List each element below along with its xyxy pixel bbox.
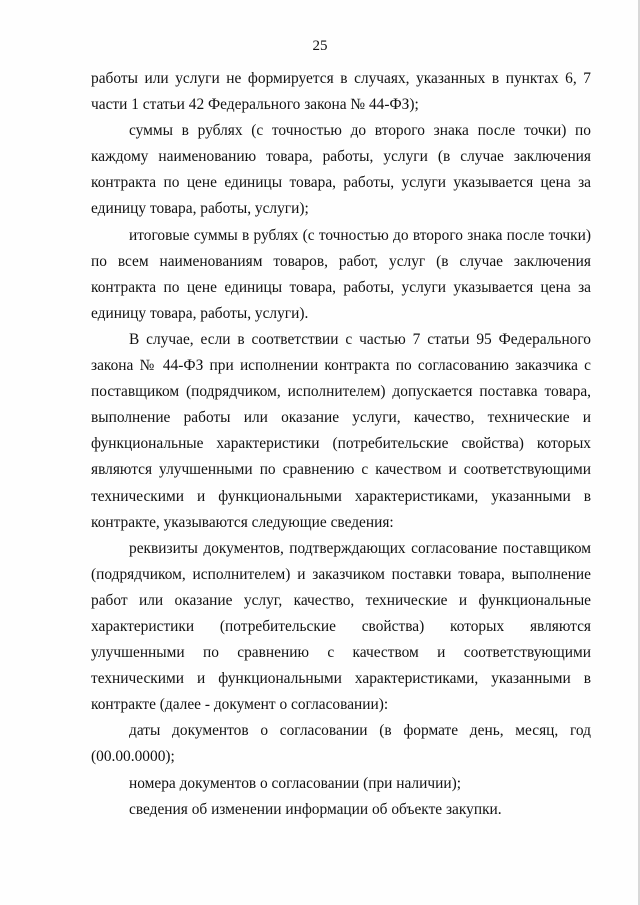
paragraph-3: итоговые суммы в рублях (с точностью до второго знака после точки) по всем наименованиям товаров, работ, услуг (в случае заключения контракта по цене единицы товара, работы, услуги указывается цена за единицу товара, работы, услуги). bbox=[91, 226, 591, 322]
paragraph-8: сведения об изменении информации об объекте закупки. bbox=[129, 800, 502, 818]
page-number: 25 bbox=[312, 38, 328, 54]
paragraph-2: суммы в рублях (с точностью до второго знака после точки) по каждому наименованию товара, работы, услуги (в случае заключения контракта по цене единицы товара, работы, услуги указывается цена за единицу товара, работы, услуги); bbox=[91, 122, 591, 218]
document-body bbox=[91, 66, 591, 823]
paragraph-1: работы или услуги не формируется в случаях, указанных в пунктах 6, 7 части 1 статьи 42 Федерального закона № 44-ФЗ); bbox=[91, 70, 591, 114]
paragraph-5: реквизиты документов, подтверждающих согласование поставщиком (подрядчиком, исполнителем) и заказчиком поставки товара, выполнение работ или оказание услуг, качество, технические и функциональные характеристики (потребительские свойства) которых являются улучшенными по сравнению с качеством и соответствующими техническими и функциональными характеристиками, указанными в контракте (далее - документ о согласовании): bbox=[91, 539, 591, 714]
paragraph-6: даты документов о согласовании (в формате день, месяц, год (00.00.0000); bbox=[91, 722, 591, 766]
paragraph-4: В случае, если в соответствии с частью 7 статьи 95 Федерального закона № 44-ФЗ при исполнении контракта по согласованию заказчика с поставщиком (подрядчиком, исполнителем) допускается поставка товара, выполнение работы или оказание услуги, качество, технические и функциональные характеристики (потребительские свойства) которых являются улучшенными по сравнению с качеством и соответствующими техническими и функциональными характеристиками, указанными в контракте, указываются следующие сведения: bbox=[91, 330, 591, 531]
paragraph-7: номера документов о согласовании (при наличии); bbox=[129, 774, 461, 792]
